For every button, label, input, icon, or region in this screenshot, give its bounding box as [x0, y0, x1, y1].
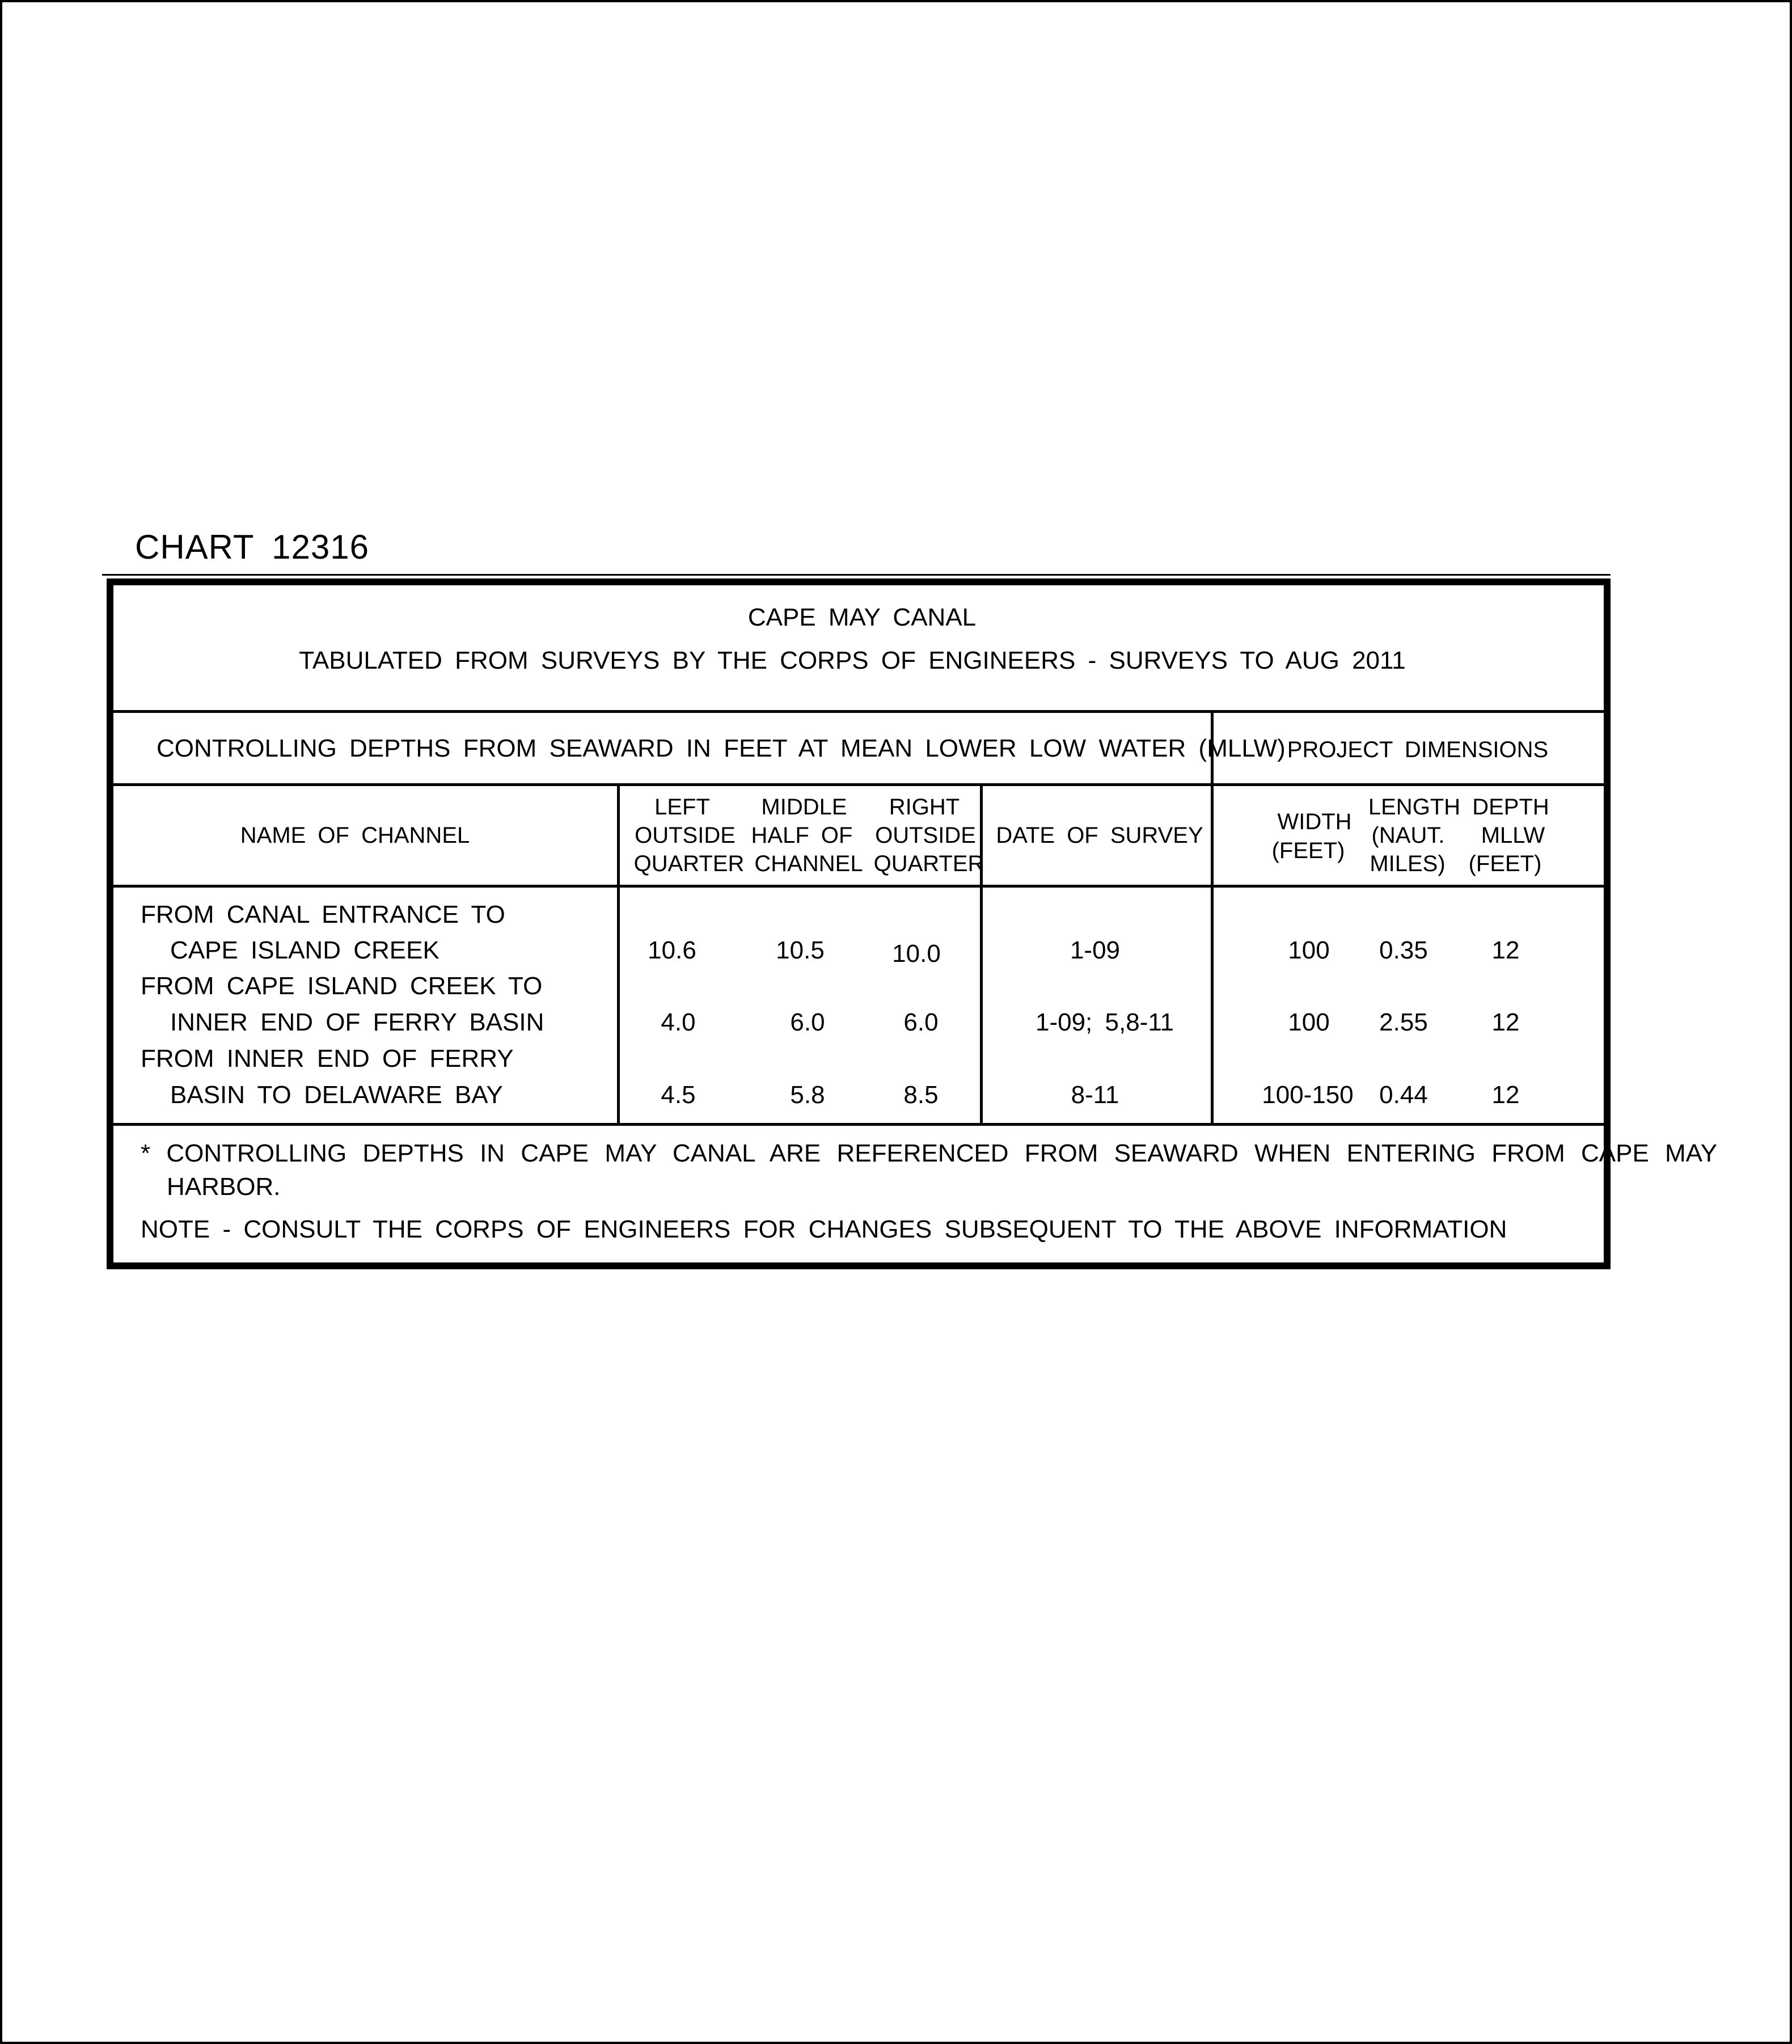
header-right-line2: OUTSIDE: [875, 823, 976, 848]
header-length-line1: LENGTH: [1368, 795, 1461, 820]
header-name-of-channel: NAME OF CHANNEL: [240, 823, 470, 848]
header-length-line2: (NAUT.: [1371, 823, 1445, 848]
row3-name-line1: FROM INNER END OF FERRY: [141, 1045, 514, 1072]
table-title: CAPE MAY CANAL: [747, 603, 977, 631]
row1-name-line2: CAPE ISLAND CREEK: [170, 936, 439, 964]
header-length-line3: MILES): [1370, 851, 1446, 876]
note: NOTE - CONSULT THE CORPS OF ENGINEERS FOR CHANGES SUBSEQUENT TO THE ABOVE INFORMATION: [141, 1215, 1507, 1243]
header-middle-line1: MIDDLE: [761, 795, 847, 820]
row1-right: 10.0: [892, 940, 941, 968]
row2-name-line1: FROM CAPE ISLAND CREEK TO: [141, 972, 543, 1000]
row3-name-line2: BASIN TO DELAWARE BAY: [170, 1081, 503, 1109]
footnote-line1: * CONTROLLING DEPTHS IN CAPE MAY CANAL ARE REFERENCED FROM SEAWARD WHEN ENTERING FROM CAPE MAY: [141, 1139, 1718, 1167]
footnote-line2: HARBOR.: [167, 1173, 281, 1201]
row2-name-line2: INNER END OF FERRY BASIN: [170, 1008, 544, 1036]
controlling-depths-header: CONTROLLING DEPTHS FROM SEAWARD IN FEET AT MEAN LOWER LOW WATER (MLLW): [157, 734, 1286, 762]
row3-width: 100-150: [1262, 1081, 1354, 1109]
chart-label-rule: [102, 574, 1611, 576]
row2-width: 100: [1288, 1008, 1330, 1036]
header-right-line3: QUARTER: [873, 851, 984, 876]
row3-length: 0.44: [1379, 1081, 1428, 1109]
row1-date: 1-09: [1070, 936, 1121, 964]
row2-length: 2.55: [1379, 1008, 1428, 1036]
header-left-line1: LEFT: [654, 795, 710, 820]
header-middle-line3: CHANNEL: [754, 851, 863, 876]
row1-depth: 12: [1491, 936, 1520, 964]
row1-width: 100: [1288, 936, 1330, 964]
row2-date: 1-09; 5,8-11: [1035, 1008, 1174, 1036]
header-right-line1: RIGHT: [889, 795, 960, 820]
header-left-line2: OUTSIDE: [635, 823, 736, 848]
row1-name-line1: FROM CANAL ENTRANCE TO: [141, 901, 505, 928]
header-depth-line1: DEPTH: [1472, 795, 1549, 820]
header-left-line3: QUARTER: [633, 851, 745, 876]
row2-left: 4.0: [661, 1008, 696, 1036]
rule-name-column: [617, 783, 620, 1126]
header-depth-line3: (FEET): [1468, 851, 1542, 876]
row3-left: 4.5: [661, 1081, 696, 1109]
row2-middle: 6.0: [790, 1008, 825, 1036]
header-width-line2: (FEET): [1271, 838, 1345, 863]
row3-right: 8.5: [903, 1081, 939, 1109]
header-middle-line2: HALF OF: [751, 823, 853, 848]
rule-below-section-headers: [113, 783, 1604, 786]
row3-depth: 12: [1491, 1081, 1520, 1109]
rule-below-title: [113, 710, 1604, 713]
row1-left: 10.6: [648, 936, 696, 964]
rule-below-column-headers: [113, 885, 1604, 888]
rule-date-column: [980, 783, 983, 1126]
rule-below-rows: [113, 1123, 1604, 1126]
project-dimensions-header: PROJECT DIMENSIONS: [1287, 737, 1549, 762]
row3-date: 8-11: [1071, 1081, 1119, 1109]
header-date-of-survey: DATE OF SURVEY: [996, 823, 1203, 848]
header-depth-line2: MLLW: [1481, 823, 1545, 848]
row1-middle: 10.5: [776, 936, 825, 964]
rule-project-dimensions: [1211, 710, 1214, 1126]
header-width-line1: WIDTH: [1277, 809, 1352, 834]
chart-label: CHART 12316: [135, 528, 370, 566]
row1-length: 0.35: [1379, 936, 1428, 964]
row3-middle: 5.8: [790, 1081, 825, 1109]
row2-depth: 12: [1491, 1008, 1520, 1036]
row2-right: 6.0: [903, 1008, 939, 1036]
table-subtitle: TABULATED FROM SURVEYS BY THE CORPS OF ENGINEERS - SURVEYS TO AUG 2011: [299, 647, 1406, 674]
